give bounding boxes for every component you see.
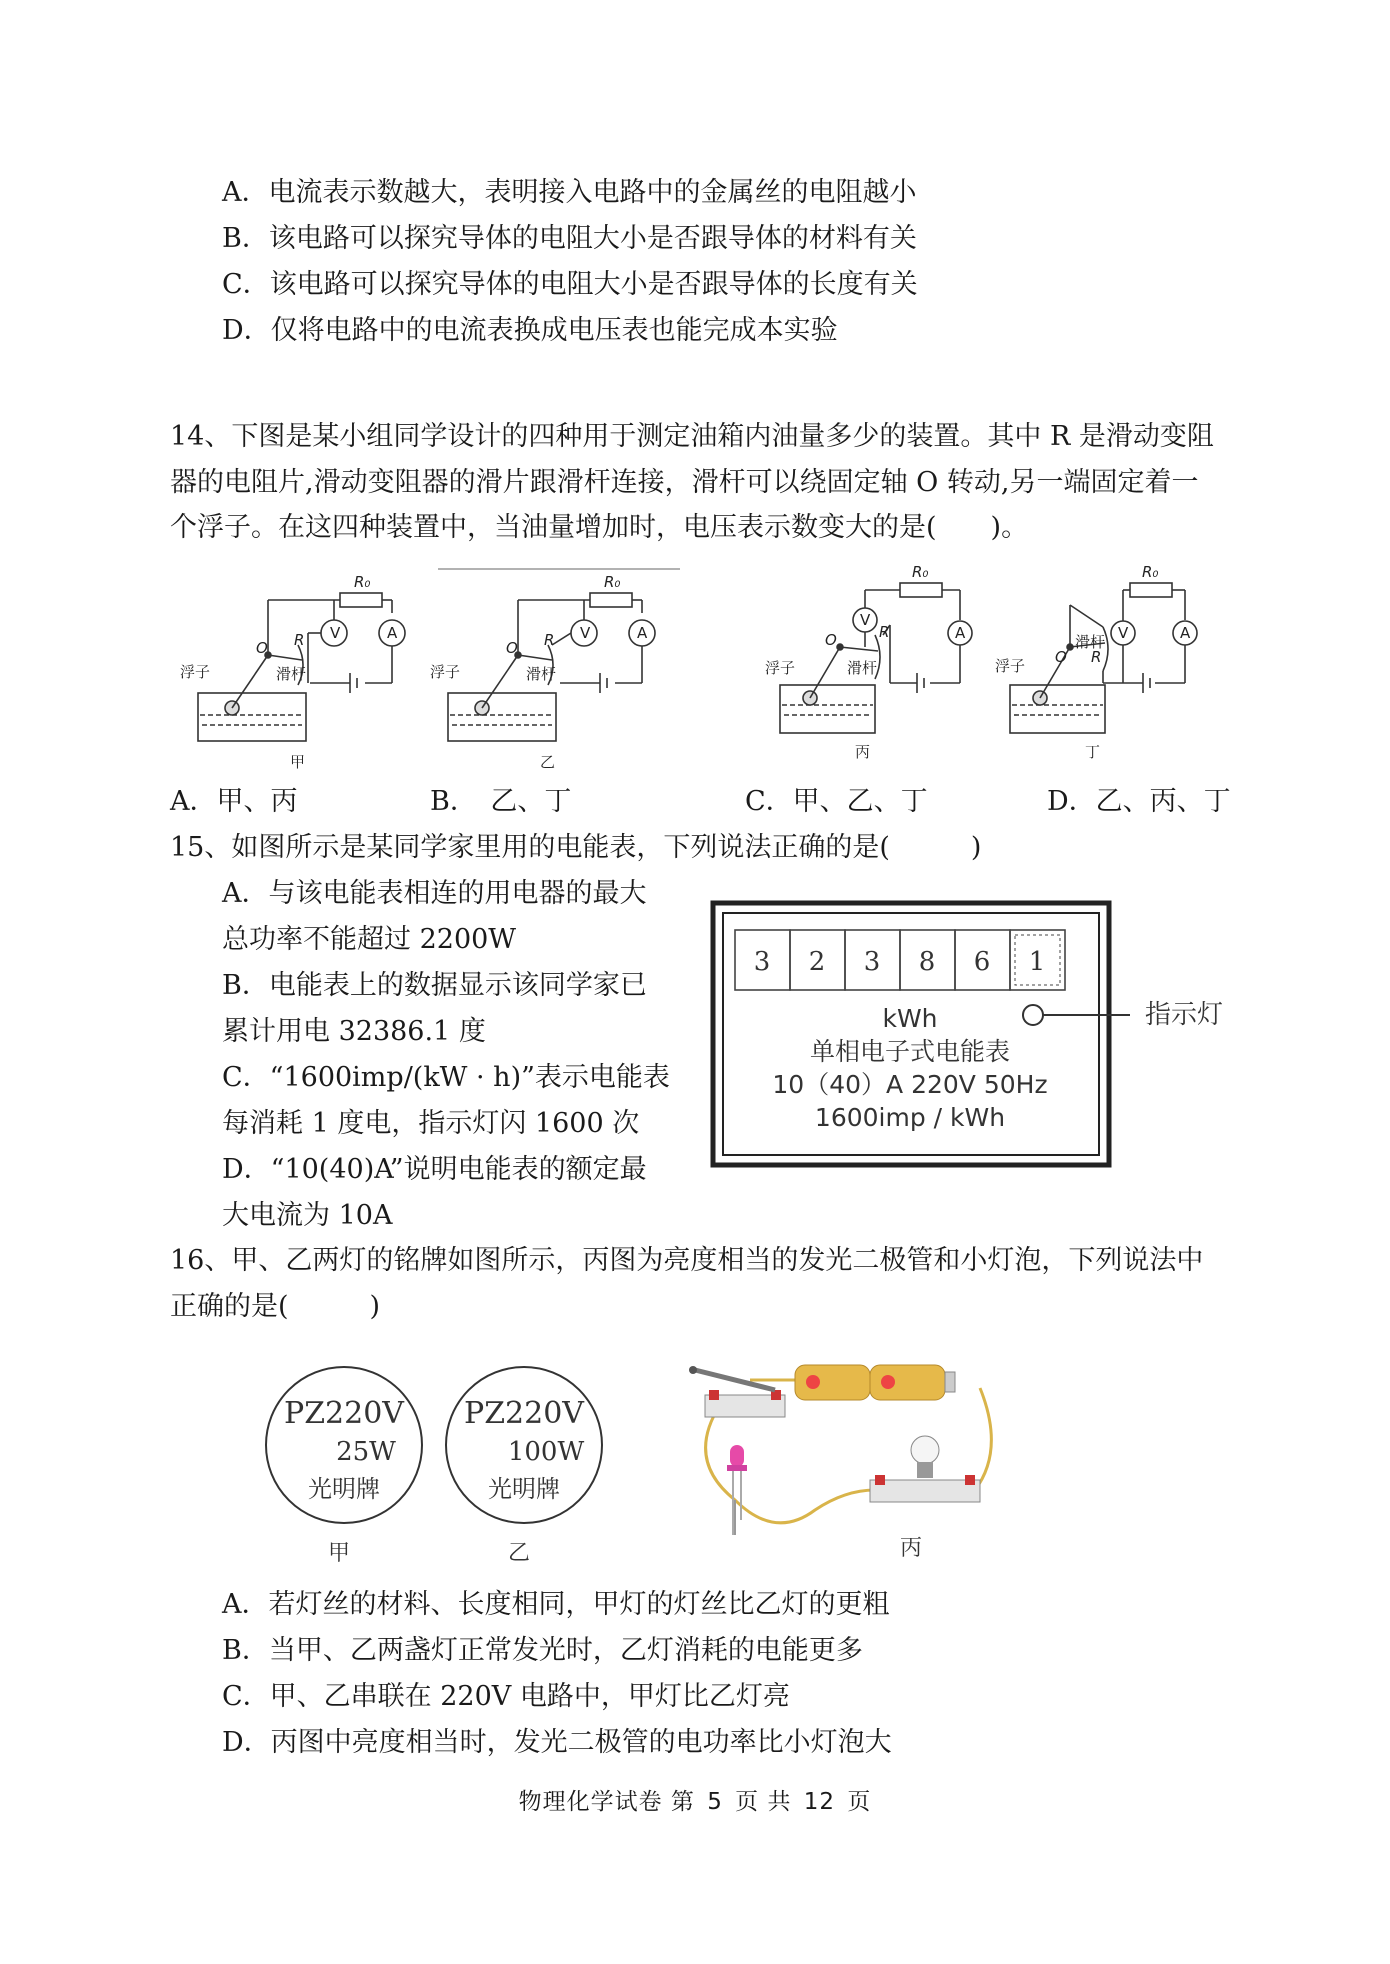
battery-icon: [795, 1365, 955, 1400]
q13-option-a: A．电流表示数越大，表明接入电路中的金属丝的电阻越小: [222, 177, 917, 208]
q15-option-d-line-1: D．“10(40)A”说明电能表的额定最: [222, 1154, 647, 1185]
q14-jia-rod-label: 滑杆: [276, 665, 307, 683]
q16-option-b: B．当甲、乙两盏灯正常发光时，乙灯消耗的电能更多: [222, 1635, 863, 1666]
nameplate-jia-caption: 甲: [327, 1541, 351, 1565]
q14-yi-voltmeter-label: V: [580, 624, 591, 642]
q14-stem-line-3: 个浮子。在这四种装置中，当油量增加时，电压表示数变大的是( )。: [170, 512, 1029, 543]
q13-option-c: C．该电路可以探究导体的电阻大小是否跟导体的长度有关: [222, 269, 918, 300]
q16-option-d: D．丙图中亮度相当时，发光二极管的电功率比小灯泡大: [222, 1727, 892, 1758]
q14-jia-voltmeter-label: V: [330, 624, 341, 642]
q14-figure-ding: [995, 565, 1197, 761]
q13-option-b: B．该电路可以探究导体的电阻大小是否跟导体的材料有关: [222, 223, 917, 254]
q16-option-c: C．甲、乙串联在 220V 电路中，甲灯比乙灯亮: [222, 1681, 790, 1712]
q14-bing-rod-label: 滑杆: [847, 659, 878, 677]
q14-yi-caption: 乙: [540, 753, 556, 771]
meter-digit-2: 2: [808, 947, 826, 977]
q14-ding-voltmeter-label: V: [1118, 624, 1129, 642]
q14-ding-float-label: 浮子: [995, 657, 1026, 675]
energy-meter-figure: [710, 900, 1240, 1170]
q14-jia-r0-label: R₀: [354, 573, 371, 591]
q14-ding-o-label: O: [1055, 648, 1067, 666]
q15-option-c-line-2: 每消耗 1 度电，指示灯闪 1600 次: [222, 1108, 640, 1139]
q14-jia-caption: 甲: [290, 753, 306, 771]
nameplate-jia-model: PZ220V: [284, 1396, 404, 1431]
meter-digit-3: 3: [863, 947, 881, 977]
q14-stem-line-2: 器的电阻片,滑动变阻器的滑片跟滑杆连接，滑杆可以绕固定轴 O 转动,另一端固定着一: [170, 467, 1199, 498]
q14-bing-ammeter-label: A: [955, 624, 966, 642]
meter-digit-6: 1: [1028, 947, 1046, 977]
q13-option-d: D．仅将电路中的电流表换成电压表也能完成本实验: [222, 315, 838, 346]
q14-figure-bing: [765, 565, 972, 761]
q14-answer-c: C．甲、乙、丁: [745, 786, 928, 817]
led-icon: [727, 1445, 747, 1535]
nameplate-yi-brand: 光明牌: [488, 1475, 560, 1503]
q14-ding-ammeter-label: A: [1180, 624, 1191, 642]
led-bulb-circuit: [675, 1350, 1015, 1565]
q14-ding-caption: 丁: [1085, 743, 1101, 761]
q14-bing-o-label: O: [825, 631, 837, 649]
q14-figure-jia: [180, 573, 405, 771]
meter-digit-5: 6: [973, 947, 991, 977]
q14-bing-caption: 丙: [855, 743, 871, 761]
meter-digit-4: 8: [918, 947, 936, 977]
q14-bing-r-label: R: [879, 623, 890, 641]
q14-bing-r0-label: R₀: [912, 565, 929, 581]
q14-ding-r0-label: R₀: [1142, 565, 1159, 581]
q15-option-c-line-1: C．“1600imp/(kW · h)”表示电能表: [222, 1062, 670, 1093]
q14-jia-ammeter-label: A: [387, 624, 398, 642]
meter-imp: 1600imp / kWh: [814, 1103, 1006, 1132]
q15-stem: 15、如图所示是某同学家里用的电能表，下列说法正确的是( ): [170, 832, 982, 863]
page-footer: [0, 1783, 1390, 1816]
q15-option-a-line-2: 总功率不能超过 2200W: [222, 924, 517, 955]
q14-figures: [180, 565, 1240, 775]
nameplate-yi: [446, 1367, 602, 1565]
q16-stem-line-2: 正确的是( ): [170, 1291, 381, 1322]
q14-bing-float-label: 浮子: [765, 659, 796, 677]
q14-yi-r0-label: R₀: [604, 573, 621, 591]
q14-yi-r-label: R: [544, 631, 555, 649]
footer-total-pages: 12: [803, 1789, 836, 1815]
footer-mid: 页 共: [735, 1789, 792, 1815]
q14-yi-ammeter-label: A: [637, 624, 648, 642]
meter-unit: kWh: [882, 1004, 938, 1033]
meter-digit-1: 3: [753, 947, 771, 977]
footer-end: 页: [847, 1789, 872, 1815]
switch-icon: [689, 1366, 785, 1417]
q14-jia-o-label: O: [256, 639, 268, 657]
q14-yi-rod-label: 滑杆: [526, 665, 557, 683]
footer-text: 物理化学试卷 第: [518, 1789, 695, 1815]
q14-jia-r-label: R: [294, 631, 305, 649]
q14-ding-r-label: R: [1091, 648, 1102, 666]
nameplate-yi-model: PZ220V: [464, 1396, 584, 1431]
q14-yi-o-label: O: [506, 639, 518, 657]
q14-figure-yi: [430, 569, 680, 771]
q14-stem-line-1: 14、下图是某小组同学设计的四种用于测定油箱内油量多少的装置。其中 R 是滑动变阻: [170, 421, 1214, 452]
light-bulb-icon: [870, 1436, 980, 1502]
q14-ding-rod-label: 滑杆: [1075, 633, 1106, 651]
q14-yi-float-label: 浮子: [430, 663, 461, 681]
q15-option-b-line-1: B．电能表上的数据显示该同学家已: [222, 970, 647, 1001]
q14-bing-voltmeter-label: V: [860, 611, 871, 629]
q15-option-a-line-1: A．与该电能表相连的用电器的最大: [222, 878, 647, 909]
meter-spec: 10（40）A 220V 50Hz: [772, 1070, 1048, 1099]
q15-option-d-line-2: 大电流为 10A: [222, 1200, 393, 1231]
nameplate-jia-brand: 光明牌: [308, 1475, 380, 1503]
q16-option-a: A．若灯丝的材料、长度相同，甲灯的灯丝比乙灯的更粗: [222, 1589, 890, 1620]
nameplate-yi-caption: 乙: [507, 1541, 531, 1565]
q16-stem-line-1: 16、甲、乙两灯的铭牌如图所示，丙图为亮度相当的发光二极管和小灯泡，下列说法中: [170, 1245, 1204, 1276]
q15-option-b-line-2: 累计用电 32386.1 度: [222, 1016, 486, 1047]
nameplate-yi-power: 100W: [507, 1437, 585, 1467]
indicator-light-label: 指示灯: [1145, 1000, 1224, 1030]
q14-answer-b: B． 乙、丁: [430, 786, 572, 817]
q14-answer-a: A．甲、丙: [170, 786, 298, 817]
q16-nameplates: [262, 1355, 622, 1565]
q14-answer-d: D．乙、丙、丁: [1047, 786, 1231, 817]
q14-jia-float-label: 浮子: [180, 663, 211, 681]
circuit-caption: 丙: [900, 1536, 923, 1561]
indicator-light-icon: [1023, 1005, 1043, 1025]
footer-page-number: 5: [707, 1789, 723, 1815]
meter-name: 单相电子式电能表: [809, 1037, 1011, 1066]
nameplate-jia: [266, 1367, 422, 1565]
nameplate-jia-power: 25W: [336, 1437, 396, 1467]
